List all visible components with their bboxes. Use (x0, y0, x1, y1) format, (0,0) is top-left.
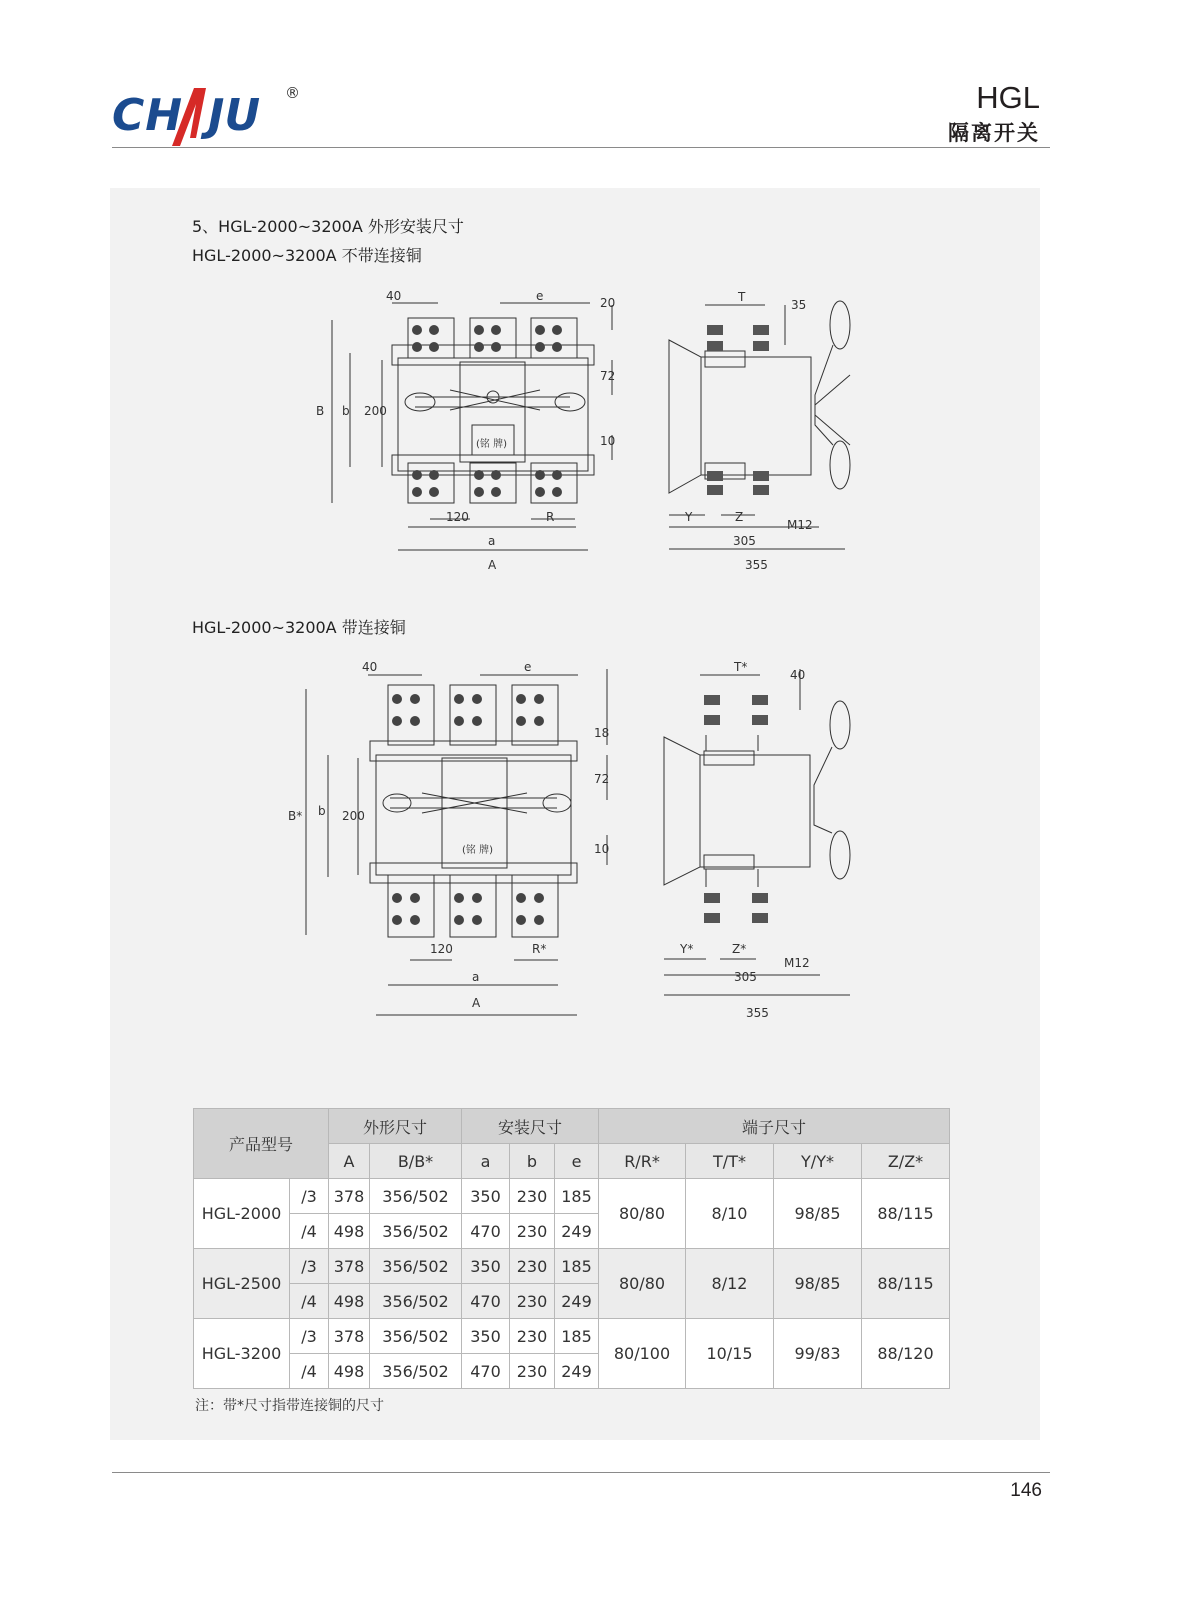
cell-e: 185 (555, 1249, 599, 1284)
d1-dim-A: A (488, 558, 497, 572)
d2-dim-72: 72 (594, 772, 610, 786)
logo-mark-icon (112, 80, 297, 152)
cell-Z: 88/115 (862, 1179, 950, 1249)
cell-a: 470 (462, 1354, 510, 1389)
cell-b: 230 (510, 1354, 555, 1389)
cell-A: 378 (329, 1249, 370, 1284)
page-number: 146 (1010, 1480, 1042, 1501)
header-divider (112, 147, 1050, 148)
cell-a: 350 (462, 1249, 510, 1284)
th-model: 产品型号 (194, 1109, 329, 1179)
cell-a: 350 (462, 1319, 510, 1354)
d2-dim-10: 10 (594, 842, 610, 856)
cell-T: 8/12 (686, 1249, 774, 1319)
th-col-e: e (555, 1144, 599, 1179)
d2-side-dim-M12: M12 (784, 956, 810, 970)
cell-Z: 88/115 (862, 1249, 950, 1319)
cell-R: 80/80 (599, 1179, 686, 1249)
d1-dim-b: b (342, 404, 350, 418)
d2-dim-40: 40 (362, 660, 378, 674)
cell-poles: /3 (290, 1319, 329, 1354)
cell-A: 498 (329, 1284, 370, 1319)
d1-dim-10: 10 (600, 434, 616, 448)
cell-e: 185 (555, 1319, 599, 1354)
cell-b: 230 (510, 1214, 555, 1249)
cell-B: 356/502 (370, 1284, 462, 1319)
svg-text:JU: JU (208, 90, 261, 141)
d1-dim-R: R (546, 510, 555, 524)
th-col-Z: Z/Z* (862, 1144, 950, 1179)
cell-A: 378 (329, 1319, 370, 1354)
d1-dim-200: 200 (364, 404, 387, 418)
cell-poles: /4 (290, 1354, 329, 1389)
d2-dim-e: e (524, 660, 532, 674)
d2-side-dim-Y: Y* (680, 942, 694, 956)
d2-dim-B: B* (288, 809, 303, 823)
d2-side-dim-355: 355 (746, 1006, 769, 1020)
svg-text:CH: CH (112, 90, 184, 141)
drawing1-front-view (300, 285, 640, 585)
cell-T: 10/15 (686, 1319, 774, 1389)
th-install: 安装尺寸 (462, 1109, 599, 1144)
d1-dim-40: 40 (386, 289, 402, 303)
drawing1-title: HGL-2000~3200A 不带连接铜 (192, 246, 422, 265)
cell-Z: 88/120 (862, 1319, 950, 1389)
spec-table (193, 1108, 950, 1389)
cell-Y: 98/85 (774, 1179, 862, 1249)
d2-side-dim-T: T* (734, 660, 748, 674)
cell-b: 230 (510, 1179, 555, 1214)
cell-e: 185 (555, 1179, 599, 1214)
cell-B: 356/502 (370, 1319, 462, 1354)
d2-dim-a: a (472, 970, 480, 984)
d1-dim-e: e (536, 289, 544, 303)
cell-B: 356/502 (370, 1249, 462, 1284)
drawing1-side-view (665, 285, 865, 585)
cell-e: 249 (555, 1214, 599, 1249)
d1-side-dim-Z: Z (735, 510, 744, 524)
th-col-T: T/T* (686, 1144, 774, 1179)
cell-poles: /4 (290, 1284, 329, 1319)
th-col-A: A (329, 1144, 370, 1179)
d1-side-dim-305: 305 (733, 534, 756, 548)
cell-A: 378 (329, 1179, 370, 1214)
cell-poles: /3 (290, 1179, 329, 1214)
cell-poles: /4 (290, 1214, 329, 1249)
d2-dim-b: b (318, 804, 326, 818)
d2-dim-R: R* (532, 942, 547, 956)
d1-side-dim-T: T (738, 290, 746, 304)
d2-nameplate-label: (铭 牌) (462, 845, 493, 856)
cell-R: 80/80 (599, 1249, 686, 1319)
d1-dim-20: 20 (600, 296, 616, 310)
cell-R: 80/100 (599, 1319, 686, 1389)
th-terminal: 端子尺寸 (599, 1109, 950, 1144)
d2-dim-200: 200 (342, 809, 365, 823)
d2-side-dim-Z: Z* (732, 942, 747, 956)
d1-dim-a: a (488, 534, 496, 548)
registered-mark: ® (285, 84, 300, 102)
d1-side-dim-355: 355 (745, 558, 768, 572)
cell-B: 356/502 (370, 1179, 462, 1214)
cell-a: 470 (462, 1284, 510, 1319)
d2-side-dim-305: 305 (734, 970, 757, 984)
d1-side-dim-Y: Y (685, 510, 693, 524)
th-col-a: a (462, 1144, 510, 1179)
th-col-Y: Y/Y* (774, 1144, 862, 1179)
d1-side-dim-M12: M12 (787, 518, 813, 532)
table-row (194, 1179, 950, 1214)
drawing2-front-view (282, 655, 617, 1025)
cell-e: 249 (555, 1354, 599, 1389)
th-col-R: R/R* (599, 1144, 686, 1179)
cell-poles: /3 (290, 1249, 329, 1284)
table-row (194, 1249, 950, 1284)
d2-dim-120: 120 (430, 942, 453, 956)
table-row (194, 1319, 950, 1354)
cell-B: 356/502 (370, 1214, 462, 1249)
cell-b: 230 (510, 1249, 555, 1284)
cell-Y: 99/83 (774, 1319, 862, 1389)
drawing2-side-view (660, 655, 865, 1025)
d2-dim-18: 18 (594, 726, 610, 740)
footer-divider (112, 1472, 1050, 1473)
cell-a: 470 (462, 1214, 510, 1249)
d1-side-dim-35: 35 (791, 298, 807, 312)
cell-B: 356/502 (370, 1354, 462, 1389)
footnote: 注：带*尺寸指带连接铜的尺寸 (195, 1398, 384, 1414)
header-model: HGL (976, 80, 1040, 115)
d1-nameplate-label: (铭 牌) (476, 439, 507, 450)
cell-model: HGL-2000 (194, 1179, 290, 1249)
d2-side-dim-40: 40 (790, 668, 806, 682)
header-subtitle: 隔离开关 (948, 121, 1040, 145)
cell-Y: 98/85 (774, 1249, 862, 1319)
cell-e: 249 (555, 1284, 599, 1319)
d1-dim-120: 120 (446, 510, 469, 524)
cell-b: 230 (510, 1284, 555, 1319)
cell-A: 498 (329, 1214, 370, 1249)
th-col-B: B/B* (370, 1144, 462, 1179)
drawing2-title: HGL-2000~3200A 带连接铜 (192, 618, 406, 637)
cell-a: 350 (462, 1179, 510, 1214)
section-title: 5、HGL-2000~3200A 外形安装尺寸 (192, 217, 464, 236)
th-col-b: b (510, 1144, 555, 1179)
d1-dim-B: B (316, 404, 325, 418)
th-outline: 外形尺寸 (329, 1109, 462, 1144)
d2-dim-A: A (472, 996, 481, 1010)
cell-model: HGL-3200 (194, 1319, 290, 1389)
cell-model: HGL-2500 (194, 1249, 290, 1319)
d1-dim-72: 72 (600, 369, 616, 383)
cell-b: 230 (510, 1319, 555, 1354)
cell-A: 498 (329, 1354, 370, 1389)
cell-T: 8/10 (686, 1179, 774, 1249)
